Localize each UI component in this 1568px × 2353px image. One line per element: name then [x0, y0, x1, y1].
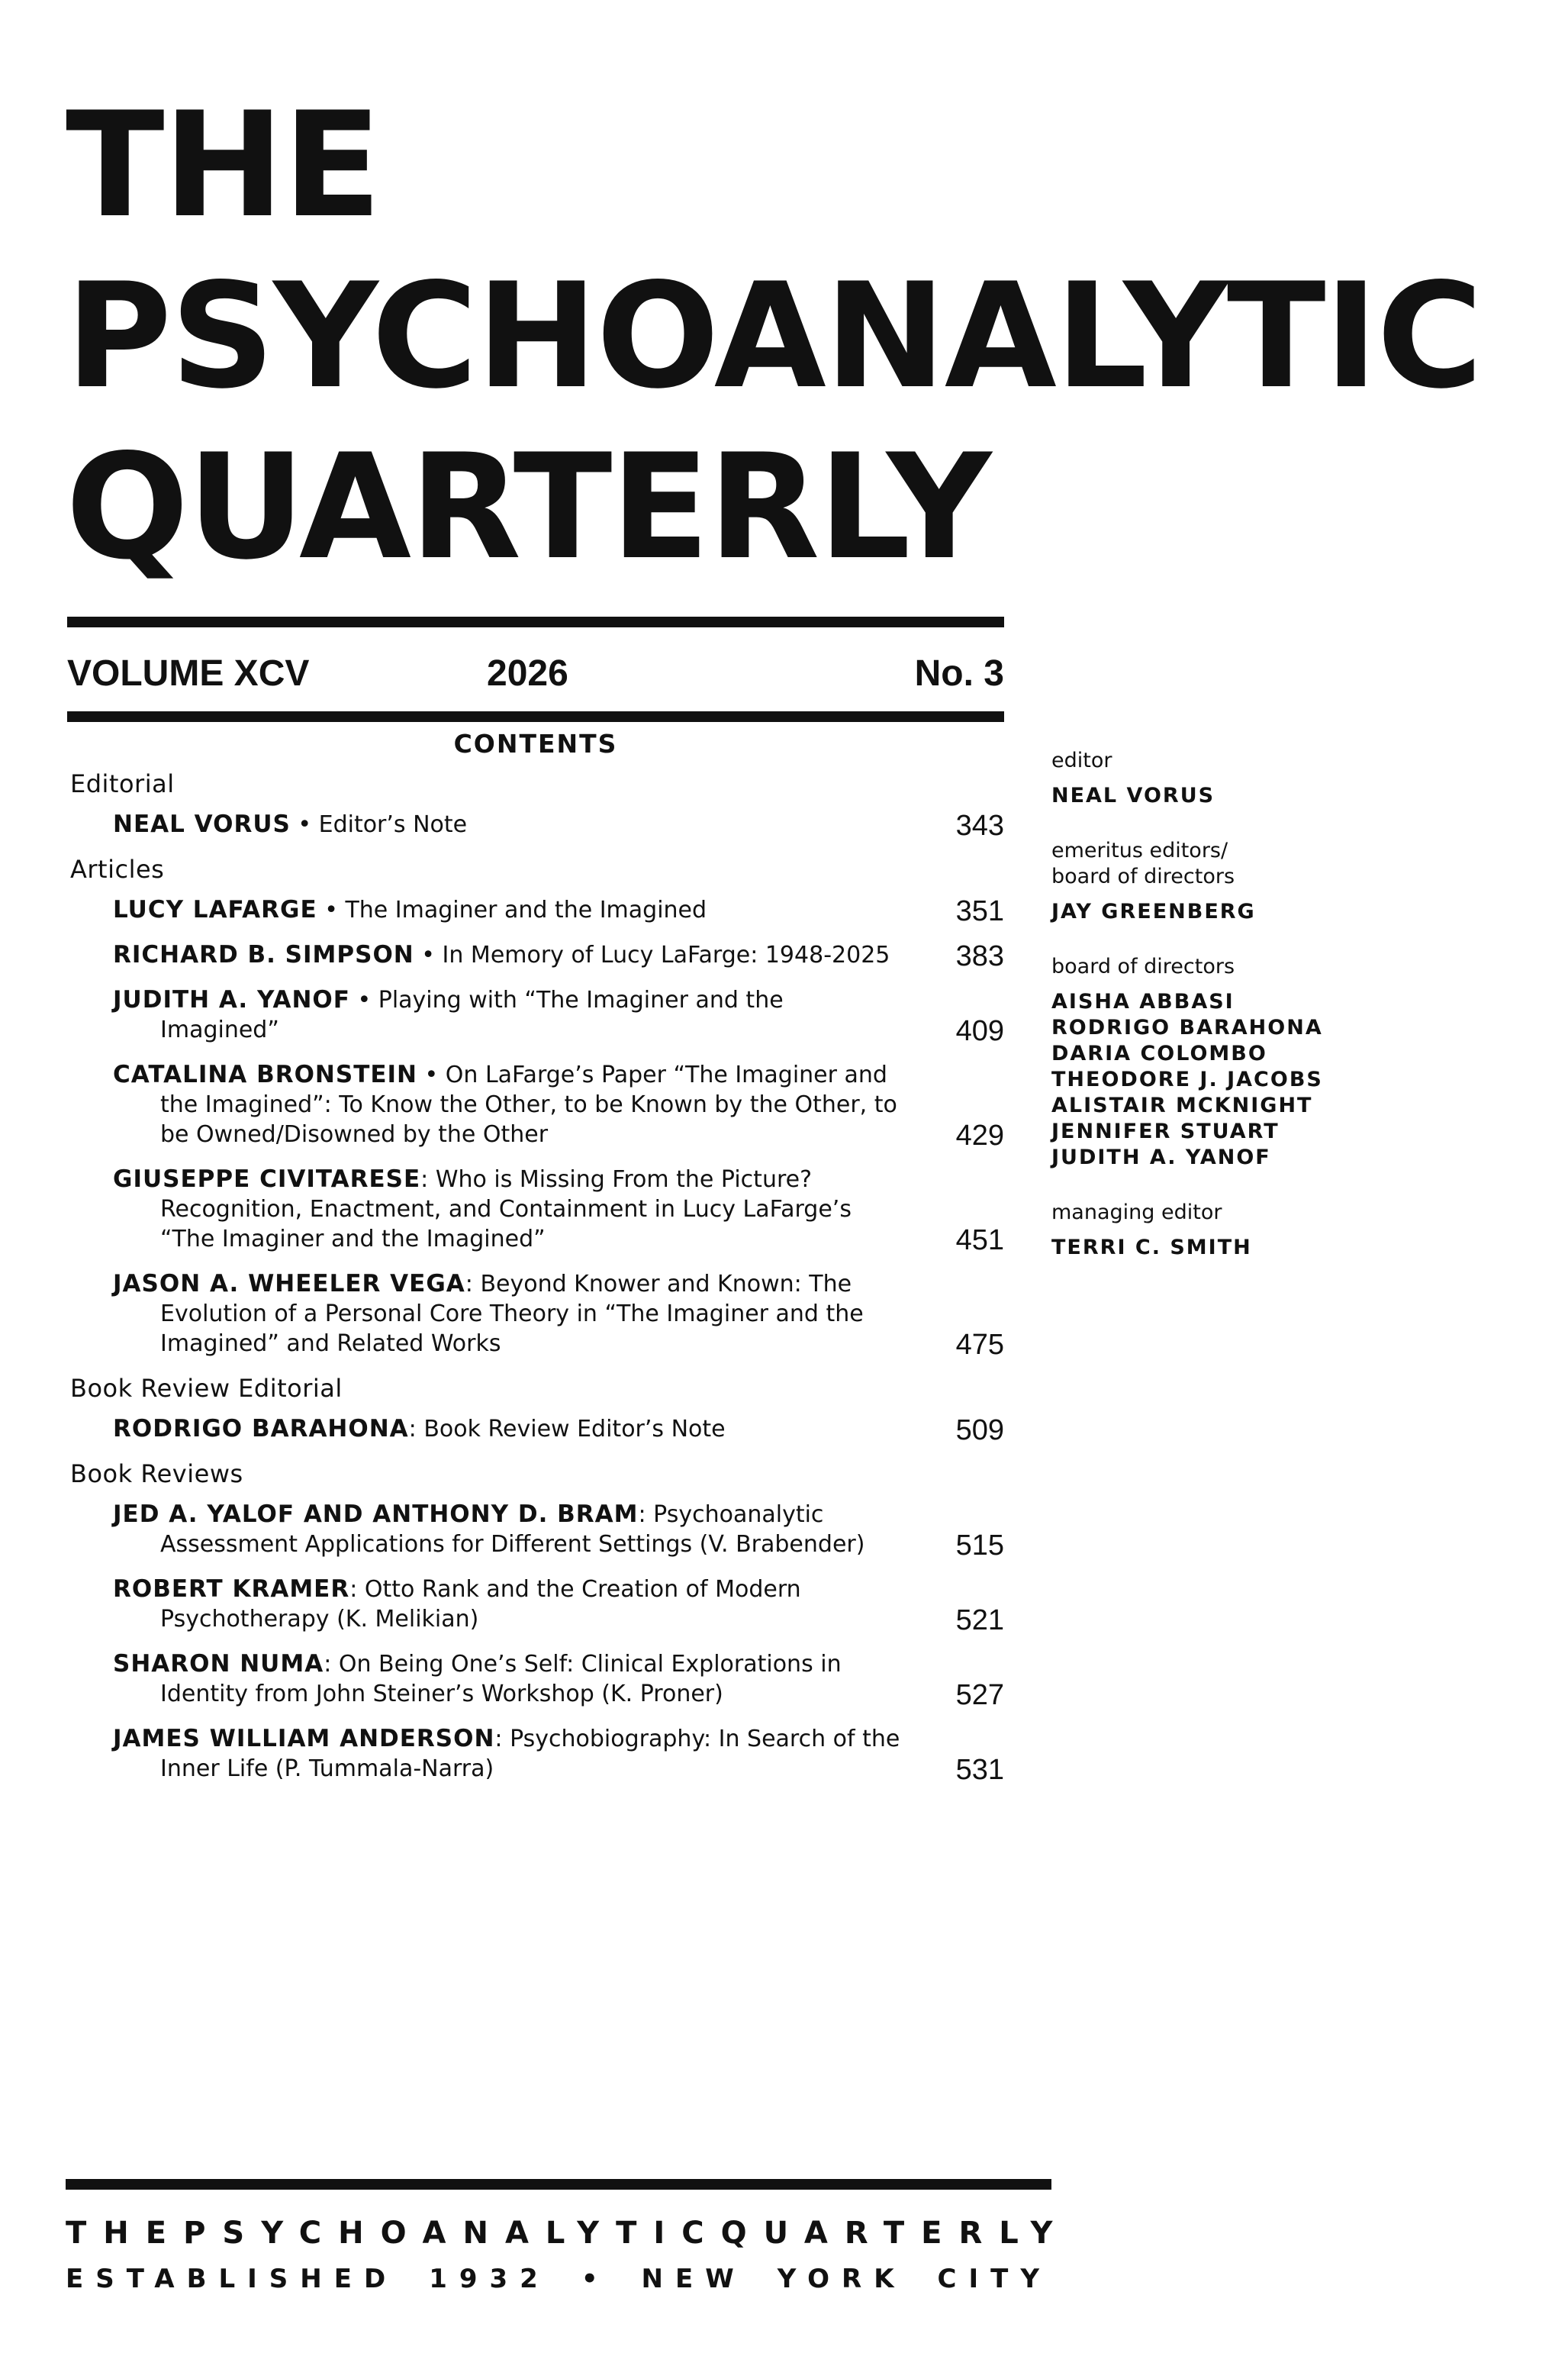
entry-author: SHARON NUMA [113, 1650, 324, 1678]
entry-title: In Memory of Lucy LaFarge: 1948-2025 [442, 942, 890, 969]
board-names: AISHA ABBASI RODRIGO BARAHONA DARIA COLOMBO THEODORE J. JACOBS ALISTAIR MCKNIGHT JENNIFER STUART JUDITH A. YANOF [1051, 990, 1323, 1169]
entry-separator: : [408, 1416, 424, 1442]
footer-word: THE [66, 2216, 184, 2251]
entry-page-number: 527 [955, 1679, 1004, 1711]
entry-page-number: 515 [955, 1529, 1004, 1562]
contents-title: CONTENTS [453, 729, 618, 759]
contents-entry [67, 810, 1004, 840]
contents-entry [67, 1500, 1004, 1562]
entry-author: RICHARD B. SIMPSON [113, 941, 414, 969]
entry-page-number: 509 [955, 1414, 1004, 1446]
entry-author: JED A. YALOF AND ANTHONY D. BRAM [113, 1500, 639, 1528]
entry-separator: : [465, 1271, 481, 1297]
contents-entry [67, 1060, 1004, 1152]
contents-entry [67, 940, 1004, 970]
footer-journal-name [66, 2216, 1070, 2251]
entry-title: Playing with “The Imaginer and the Imagined” [160, 987, 784, 1043]
emeritus-names: JAY GREENBERG [1051, 900, 1256, 923]
footer-word: NEW [641, 2264, 746, 2294]
entry-page-number: 351 [955, 895, 1004, 927]
contents-entry [67, 1575, 1004, 1634]
entry-title: Book Review Editor’s Note [423, 1416, 726, 1442]
entry-separator: : [420, 1166, 436, 1193]
entry-title: Psychoanalytic Assessment Applications for Different Settings (V. Brabender) [160, 1501, 865, 1558]
contents-entry [67, 1414, 1004, 1444]
issue-rule [67, 711, 1004, 722]
editor-names: NEAL VORUS [1051, 784, 1215, 807]
contents-entry [67, 1724, 1004, 1784]
footer-word: YORK [777, 2264, 906, 2294]
entry-page-number: 383 [955, 940, 1004, 972]
footer-word: 1932 [429, 2264, 550, 2294]
entry-separator: : [349, 1576, 365, 1603]
entry-title: Editor’s Note [318, 811, 468, 838]
table-of-contents [67, 729, 1004, 1799]
board-label: board of directors [1051, 955, 1235, 978]
entry-title: On LaFarge’s Paper “The Imaginer and the Imagined”: To Know the Other, to be Known by the Other, to be Owned/Disowned by the Other [160, 1062, 897, 1148]
contents-entry [67, 985, 1004, 1045]
entry-author: ROBERT KRAMER [113, 1575, 350, 1603]
emeritus-label: emeritus editors/ board of directors [1051, 839, 1235, 888]
issue-number: No. 3 [914, 653, 1004, 694]
entry-page-number: 451 [955, 1224, 1004, 1256]
entry-separator: • [417, 1062, 446, 1088]
entry-author: NEAL VORUS [113, 811, 291, 838]
masthead-line-2: PSYCHOANALYTIC [66, 252, 1482, 421]
entry-separator: • [349, 987, 378, 1014]
issue-info-row [67, 650, 1004, 696]
contents-section-heading: Book Reviews [70, 1459, 243, 1488]
footer-word: ESTABLISHED [66, 2264, 398, 2294]
entry-title: The Imaginer and the Imagined [345, 897, 707, 923]
entry-author: JASON A. WHEELER VEGA [113, 1270, 465, 1297]
contents-section-heading: Book Review Editorial [70, 1374, 343, 1403]
issue-year: 2026 [487, 653, 568, 694]
masthead-line-3: QUARTERLY [66, 423, 990, 591]
managing-editor-names: TERRI C. SMITH [1051, 1236, 1252, 1259]
entry-page-number: 531 [955, 1754, 1004, 1786]
volume-label: VOLUME XCV [67, 653, 310, 694]
contents-section-heading: Articles [70, 855, 165, 884]
footer-word: PSYCHOANALYTIC [183, 2216, 721, 2251]
footer-word: CITY [937, 2264, 1051, 2294]
entry-page-number: 409 [955, 1015, 1004, 1047]
entry-page-number: 429 [955, 1120, 1004, 1152]
entry-separator: : [494, 1726, 510, 1752]
entry-page-number: 475 [955, 1329, 1004, 1361]
entry-author: CATALINA BRONSTEIN [113, 1061, 418, 1088]
entry-separator: • [317, 897, 346, 923]
contents-entry [67, 1649, 1004, 1709]
footer-rule [66, 2179, 1051, 2190]
entry-title: Otto Rank and the Creation of Modern Psychotherapy (K. Melikian) [160, 1576, 801, 1633]
entry-author: GIUSEPPE CIVITARESE [113, 1165, 421, 1193]
entry-title: Psychobiography: In Search of the Inner Life (P. Tummala-Narra) [160, 1726, 900, 1782]
contents-entry [67, 895, 1004, 925]
contents-entry [67, 1165, 1004, 1254]
entry-title: On Being One’s Self: Clinical Explorations in Identity from John Steiner’s Workshop (K. Proner) [160, 1651, 842, 1707]
entry-title: Beyond Knower and Known: The Evolution of a Personal Core Theory in “The Imaginer and the Imagined” and Related Works [160, 1271, 864, 1357]
footer-bullet: • [581, 2264, 610, 2294]
entry-author: JUDITH A. YANOF [113, 986, 350, 1014]
contents-section-heading: Editorial [70, 769, 175, 798]
entry-author: LUCY LAFARGE [113, 896, 317, 923]
contents-entry [67, 1269, 1004, 1359]
entry-separator: • [290, 811, 319, 838]
entry-page-number: 521 [955, 1604, 1004, 1636]
entry-page-number: 343 [955, 810, 1004, 842]
entry-title: Who is Missing From the Picture? Recognition, Enactment, and Containment in Lucy LaFarge’s “The Imaginer and the Imagined” [160, 1166, 852, 1252]
entry-separator: • [414, 942, 443, 969]
masthead-line-1: THE [66, 81, 381, 250]
managing-editor-label: managing editor [1051, 1201, 1222, 1224]
footer-established [66, 2264, 1051, 2294]
entry-separator: : [324, 1651, 339, 1678]
top-rule [67, 617, 1004, 627]
journal-masthead [66, 80, 1482, 593]
editorial-board-sidebar [1051, 748, 1357, 1290]
entry-separator: : [638, 1501, 654, 1528]
entry-author: RODRIGO BARAHONA [113, 1415, 409, 1442]
entry-author: JAMES WILLIAM ANDERSON [113, 1725, 495, 1752]
footer-word: QUARTERLY [720, 2216, 1070, 2251]
editor-label: editor [1051, 749, 1112, 772]
